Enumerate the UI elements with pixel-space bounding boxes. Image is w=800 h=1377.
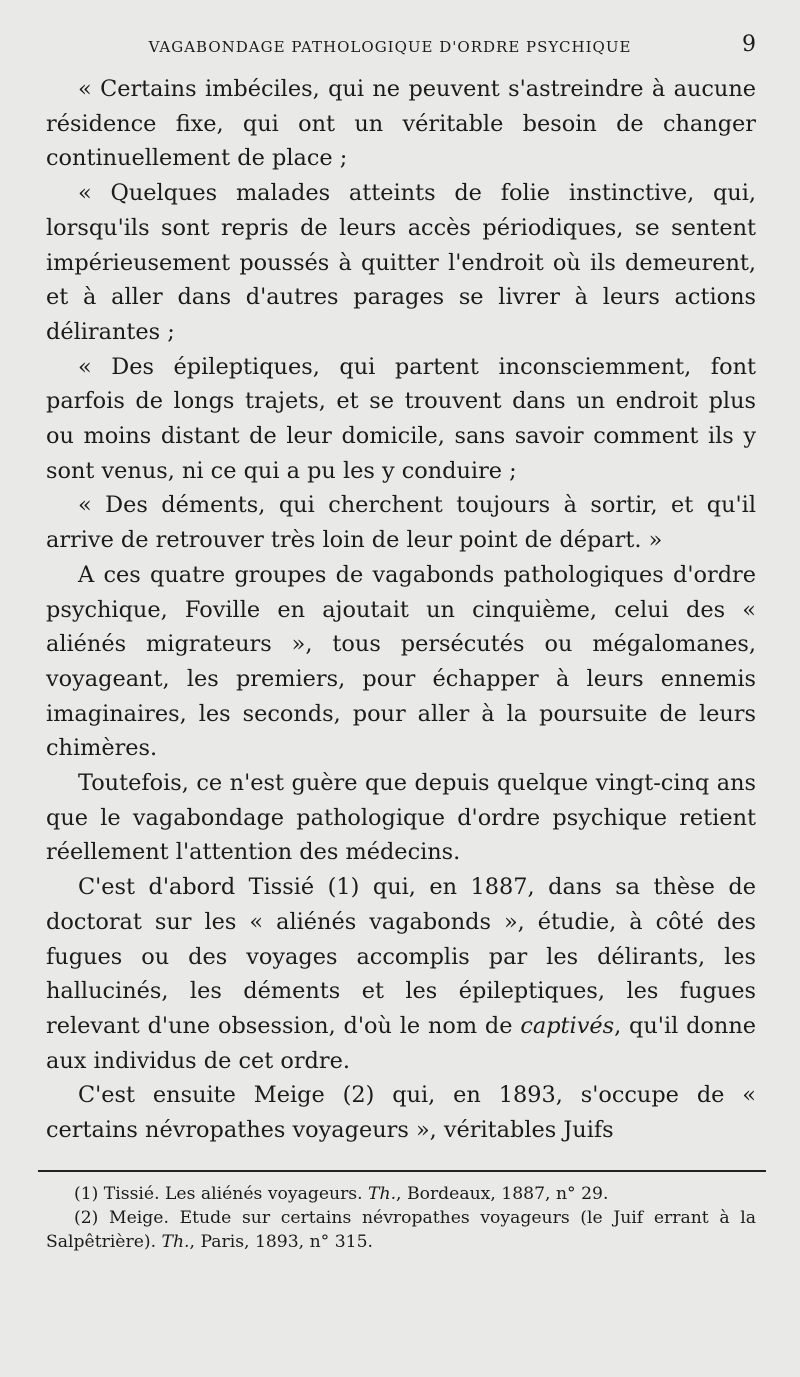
text-span: , qu'il donne aux individus de cet ordre.	[46, 1012, 756, 1074]
paragraph-folie-instinctive: « Quelques malades atteints de folie instinctive, qui, lorsqu'ils sont repris de leurs accès périodiques, se sentent impérieusement poussés à quitter l'endroit où ils demeurent, et à aller dans d'autres parages se livrer à leurs actions délirantes ;	[46, 180, 756, 345]
italic-abbrev: Th.	[161, 1231, 190, 1252]
footnote-1	[46, 1182, 756, 1206]
running-title: VAGABONDAGE PATHOLOGIQUE D'ORDRE PSYCHIQUE	[148, 38, 632, 56]
footnote-divider	[38, 1170, 766, 1172]
paragraph-imbeciles: « Certains imbéciles, qui ne peuvent s'astreindre à aucune résidence fixe, qui ont un véritable besoin de changer continuellement de place ;	[46, 76, 756, 172]
text-span: (2) Meige. Etude sur certains névropathes voyageurs (le Juif errant à la Salpêtrière).	[46, 1207, 756, 1252]
body-text	[46, 72, 756, 1148]
paragraph-dements: « Des déments, qui cherchent toujours à sortir, et qu'il arrive de retrouver très loin de leur point de départ. »	[46, 492, 756, 554]
page-number: 9	[742, 32, 756, 57]
paragraph-tissie	[46, 870, 756, 1078]
text-span: , Bordeaux, 1887, n° 29.	[396, 1183, 609, 1204]
paragraph-epileptiques: « Des épileptiques, qui partent inconsciemment, font parfois de longs trajets, et se trouvent dans un endroit plus ou moins distant de leur domicile, sans savoir comment ils y sont venus, ni ce qui a pu les y conduire ;	[46, 353, 756, 484]
text-span: C'est d'abord Tissié (1) qui, en 1887, dans sa thèse de doctorat sur les « aliénés vagabonds », étudie, à côté des fugues ou des voyages accomplis par les délirants, les hallucinés, les déments et les épileptiques, les fugues relevant d'une obsession, d'où le nom de	[46, 874, 756, 1039]
paragraph-foville: A ces quatre groupes de vagabonds pathologiques d'ordre psychique, Foville en ajoutait un cinquième, celui des « aliénés migrateurs », tous persécutés ou mégalomanes, voyageant, les premiers, pour échapper à leurs ennemis imaginaires, les seconds, pour aller à la poursuite de leurs chimères.	[46, 561, 756, 762]
footnote-2	[46, 1206, 756, 1254]
italic-abbrev: Th.	[368, 1183, 397, 1204]
paragraph-meige: C'est ensuite Meige (2) qui, en 1893, s'occupe de « certains névropathes voyageurs », véritables Juifs	[46, 1082, 756, 1144]
running-header	[46, 32, 756, 72]
text-span: (1) Tissié. Les aliénés voyageurs.	[74, 1183, 369, 1204]
footnotes	[46, 1182, 756, 1254]
paragraph-toutefois: Toutefois, ce n'est guère que depuis quelque vingt-cinq ans que le vagabondage pathologique d'ordre psychique retient réellement l'attention des médecins.	[46, 770, 756, 866]
italic-term: captivés	[520, 1012, 615, 1039]
text-span: , Paris, 1893, n° 315.	[189, 1231, 374, 1252]
